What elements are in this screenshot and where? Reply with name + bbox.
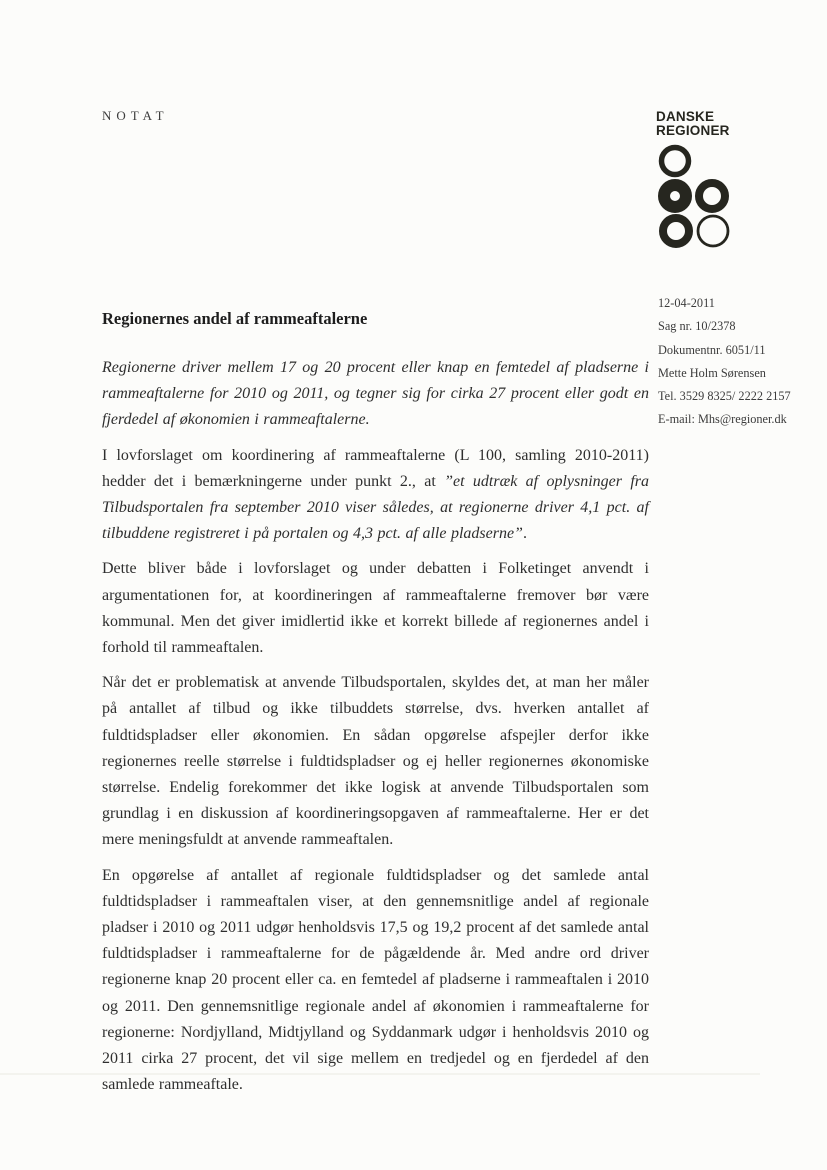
danske-regioner-logo	[656, 110, 796, 249]
document-title: Regionernes andel af rammeaftalerne	[102, 309, 368, 328]
meta-phone: Tel. 3529 8325/ 2222 2157	[658, 389, 791, 404]
paragraph-tilbudsportalen: Når det er problematisk at anvende Tilbudsportalen, skyldes det, at man her måler på antallet af tilbud og ikke tilbuddets størrelse, dvs. hverken antallet af fuldtidspladser eller økonomien. En sådan opgørelse afspejler derfor ikke regionernes reelle størrelse i fuldtidspladser og ej heller regionernes økonomiske størrelse. Endelig forekommer det ikke logisk at anvende Tilbudsportalen som grundlag i en diskussion af koordineringsopgaven af rammeaftalerne. Her er det mere meningsfuldt at anvende rammeaftalen.	[102, 674, 649, 849]
logo-wordmark-line1: DANSKE	[656, 109, 715, 124]
logo-wordmark-line2: REGIONER	[656, 122, 730, 138]
meta-author: Mette Holm Sørensen	[658, 365, 766, 380]
logo-wordmark	[656, 110, 796, 137]
paragraph-lovforslag-plain: I lovforslaget om koordinering af rammeaftalerne (L 100, samling 2010-2011) hedder det i bemærkningerne under punkt 2., at	[102, 446, 649, 490]
meta-date: 12-04-2011	[658, 296, 715, 310]
meta-document-no: Dokumentnr. 6051/11	[658, 342, 766, 357]
lead-paragraph: Regionerne driver mellem 17 og 20 procent eller knap en femtedel af pladserne i rammeaftalerne for 2010 og 2011, og tegner sig for cirka 27 procent eller godt en fjerdedel af økonomien i rammeaftalerne.	[102, 359, 649, 429]
meta-case-no: Sag nr. 10/2378	[658, 319, 736, 334]
paragraph-lovforslag-tail: .	[522, 525, 527, 543]
paragraph-lovforslag	[102, 443, 649, 548]
paragraph-opgoerelse: En opgørelse af antallet af regionale fuldtidspladser og det samlede antal fuldtidspladser i rammeaftalen viser, at den gennemsnitlige andel af regionale pladser i 2010 og 2011 udgør henholdsvis 17,5 og 19,2 procent af det samlede antal fuldtidspladser i rammeaftalerne for de pågældende år. Med andre ord driver regionerne knap 20 procent eller ca. en femtedel af pladserne i rammeaftalen i 2010 og 2011. Den gennemsnitlige regionale andel af økonomien i rammeaftalerne for regionerne: Nordjylland, Midtjylland og Syddanmark udgør i henholdsvis 2010 og 2011 cirka 27 procent, det vil sige mellem en tredjedel og en fjerdedel af den samlede rammeaftale.	[102, 866, 649, 1094]
meta-block	[658, 296, 823, 436]
notat-label: NOTAT	[102, 108, 169, 123]
paragraph-debat: Dette bliver både i lovforslaget og under debatten i Folketinget anvendt i argumentationen for, at koordineringen af rammeaftalerne fremover bør være kommunal. Men det giver imidlertid ikke et korrekt billede af regionernes andel i forhold til rammeaftalen.	[102, 560, 649, 657]
danske-regioner-logo-icon	[656, 144, 734, 249]
meta-email: E-mail: Mhs@regioner.dk	[658, 412, 787, 427]
scan-artifact-line	[0, 1073, 760, 1075]
paragraph-lovforslag-quote: ”et udtræk af oplysninger fra Tilbudsportalen fra september 2010 viser således, at regionerne driver 4,1 pct. af tilbuddene registreret i på portalen og 4,3 pct. af alle pladserne”	[102, 472, 650, 543]
document-body	[102, 306, 649, 1107]
